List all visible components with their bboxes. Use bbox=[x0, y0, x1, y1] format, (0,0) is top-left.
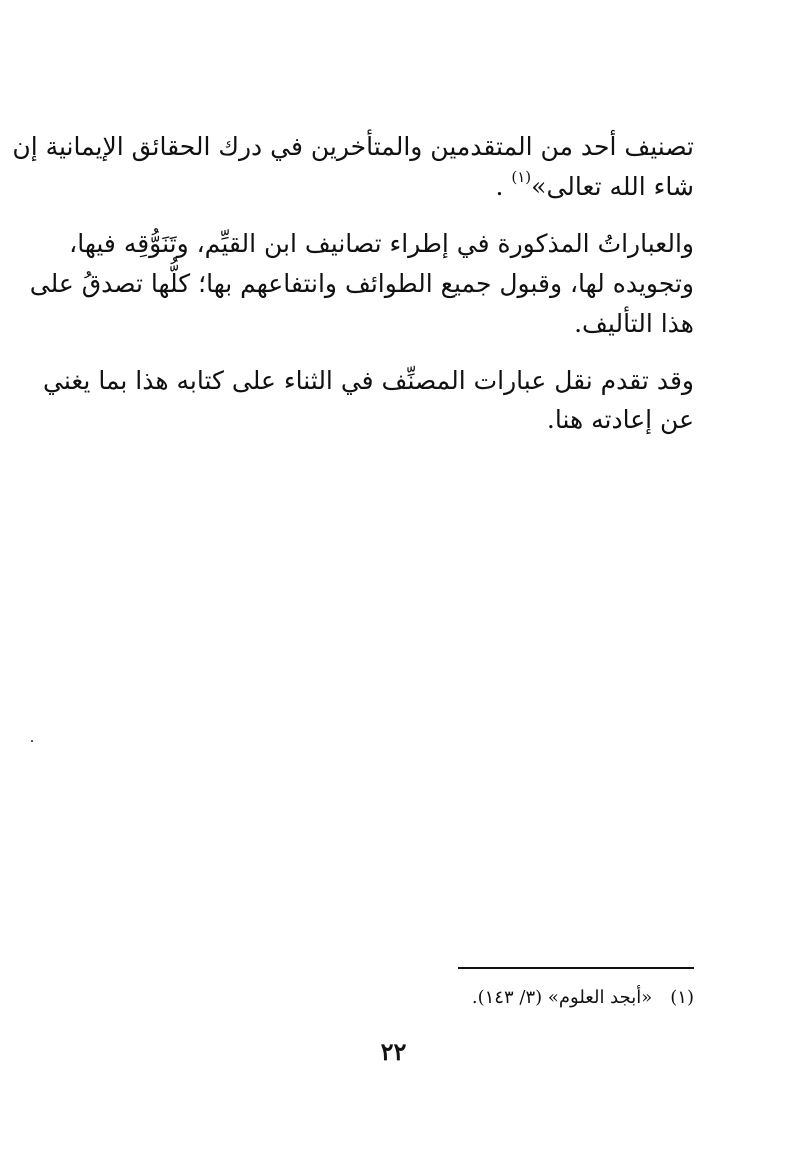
footnote-reference: (١) bbox=[511, 167, 532, 186]
text-line-1: تصنيف أحد من المتقدمين والمتأخرين في درك الحقائق الإيمانية إن bbox=[12, 132, 694, 161]
text-line-3: والعباراتُ المذكورة في إطراء تصانيف ابن القيِّم، وتَنَوُّقِه فيها، bbox=[69, 229, 694, 258]
footnote-text: «أبجد العلوم» (٣/ ١٤٣). bbox=[471, 987, 653, 1008]
sentence-period: . bbox=[495, 172, 504, 201]
text-line-7: عن إعادته هنا. bbox=[546, 405, 694, 434]
footnote-divider bbox=[458, 967, 694, 969]
footnote-number: (١) bbox=[670, 987, 694, 1008]
text-line-2 bbox=[495, 167, 694, 204]
text-line-6: وقد تقدم نقل عبارات المصنِّف في الثناء على كتابه هذا بما يغني bbox=[42, 366, 694, 395]
text-line-4: وتجويده لها، وقبول جميع الطوائف وانتفاعهم بها؛ كلُّها تصدقُ على bbox=[29, 269, 694, 298]
text-line-2-content: شاء الله تعالى» bbox=[531, 172, 694, 201]
footnote bbox=[472, 985, 694, 1011]
page-number: ٢٢ bbox=[380, 1037, 407, 1066]
text-line-5: هذا التأليف. bbox=[574, 309, 694, 338]
scan-speck bbox=[31, 740, 33, 742]
